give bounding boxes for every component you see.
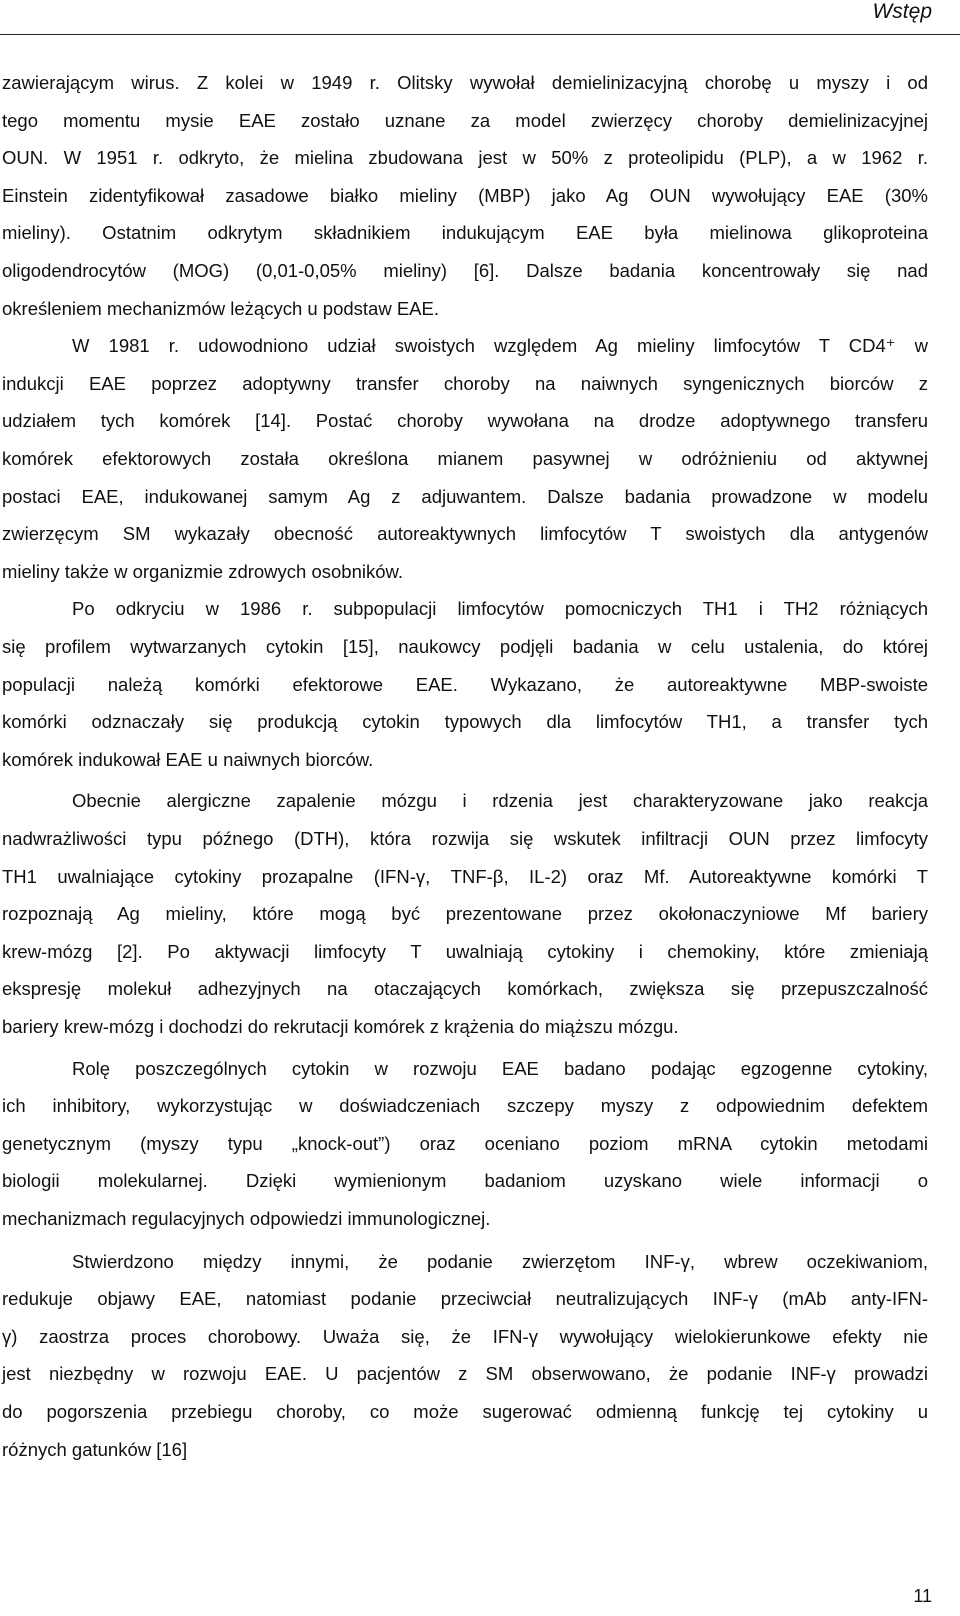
text-line: postaci EAE, indukowanej samym Ag z adjuwantem. Dalsze badania prowadzone w modelu bbox=[2, 485, 928, 507]
text-line: komórki odznaczały się produkcją cytokin typowych dla limfocytów TH1, a transfer tych bbox=[2, 711, 928, 733]
text-line: TH1 uwalniające cytokiny prozapalne (IFN-γ, TNF-β, IL-2) oraz Mf. Autoreaktywne komórki T bbox=[2, 865, 928, 887]
text-line: mieliny). Ostatnim odkrytym składnikiem indukującym EAE była mielinowa glikoproteina bbox=[2, 222, 928, 244]
text-line: komórek indukował EAE u naiwnych biorców. bbox=[2, 748, 374, 770]
text-line: zwierzęcym SM wykazały obecność autoreaktywnych limfocytów T swoistych dla antygenów bbox=[2, 523, 928, 545]
text-line: mieliny także w organizmie zdrowych osobników. bbox=[2, 560, 404, 582]
text-line: bariery krew-mózg i dochodzi do rekrutacji komórek z krążenia do miąższu mózgu. bbox=[2, 1016, 679, 1037]
text-line: oligodendrocytów (MOG) (0,01-0,05% mieliny) [6]. Dalsze badania koncentrowały się nad bbox=[2, 260, 928, 281]
text-line: rozpoznają Ag mieliny, które mogą być prezentowane przez okołonaczyniowe Mf bariery bbox=[2, 903, 928, 925]
text-line: krew-mózg [2]. Po aktywacji limfocyty T uwalniają cytokiny i chemokiny, które zmieniają bbox=[2, 940, 928, 962]
text-line: Stwierdzono między innymi, że podanie zwierzętom INF-γ, wbrew oczekiwaniom, bbox=[72, 1250, 928, 1272]
text-line: biologii molekularnej. Dzięki wymienionym badaniom uzyskano wiele informacji o bbox=[2, 1170, 928, 1192]
text-line: nadwrażliwości typu późnego (DTH), która rozwija się wskutek infiltracji OUN przez limfocyty bbox=[2, 828, 928, 849]
text-line: różnych gatunków [16] bbox=[2, 1438, 188, 1460]
text-line: się profilem wytwarzanych cytokin [15], naukowcy podjęli badania w celu ustalenia, do której bbox=[2, 636, 928, 657]
text-line: jest niezbędny w rozwoju EAE. U pacjentów z SM obserwowano, że podanie INF-γ prowadzi bbox=[2, 1363, 928, 1385]
text-line: indukcji EAE poprzez adoptywny transfer choroby na naiwnych syngenicznych biorców z bbox=[2, 372, 928, 394]
text-line: Einstein zidentyfikował zasadowe białko mieliny (MBP) jako Ag OUN wywołujący EAE (30% bbox=[2, 184, 928, 206]
text-line: udziałem tych komórek [14]. Postać choroby wywołana na drodze adoptywnego transferu bbox=[2, 410, 928, 432]
text-line: ich inhibitory, wykorzystując w doświadczeniach szczepy myszy z odpowiednim defektem bbox=[2, 1095, 928, 1117]
text-line: zawierającym wirus. Z kolei w 1949 r. Olitsky wywołał demielinizacyjną chorobę u myszy i od bbox=[2, 72, 928, 93]
text-line: genetycznym (myszy typu „knock-out”) oraz oceniano poziom mRNA cytokin metodami bbox=[2, 1132, 928, 1154]
text-line: ekspresję molekuł adhezyjnych na otaczających komórkach, zwiększa się przepuszczalność bbox=[2, 978, 928, 1000]
text-line: OUN. W 1951 r. odkryto, że mielina zbudowana jest w 50% z proteolipidu (PLP), a w 1962 r. bbox=[2, 147, 928, 169]
text-line: W 1981 r. udowodniono udział swoistych względem Ag mieliny limfocytów T CD4⁺ w bbox=[72, 335, 928, 357]
text-line: redukuje objawy EAE, natomiast podanie przeciwciał neutralizujących INF-γ (mAb anty-IFN- bbox=[2, 1288, 928, 1310]
text-line: Obecnie alergiczne zapalenie mózgu i rdzenia jest charakteryzowane jako reakcja bbox=[72, 790, 928, 812]
text-line: komórek efektorowych została określona mianem pasywnej w odróżnieniu od aktywnej bbox=[2, 448, 928, 469]
page-number: 11 bbox=[913, 1586, 932, 1606]
text-line: Po odkryciu w 1986 r. subpopulacji limfocytów pomocniczych TH1 i TH2 różniących bbox=[72, 598, 928, 620]
page-header bbox=[0, 0, 960, 35]
text-line: Rolę poszczególnych cytokin w rozwoju EAE badano podając egzogenne cytokiny, bbox=[72, 1057, 928, 1079]
text-line: do pogorszenia przebiegu choroby, co może sugerować odmienną funkcję tej cytokiny u bbox=[2, 1401, 928, 1422]
text-line: określeniem mechanizmów leżących u podstaw EAE. bbox=[2, 297, 439, 319]
text-line: mechanizmach regulacyjnych odpowiedzi immunologicznej. bbox=[2, 1208, 491, 1229]
text-line: populacji należą komórki efektorowe EAE. Wykazano, że autoreaktywne MBP-swoiste bbox=[2, 673, 928, 695]
text-line: γ) zaostrza proces chorobowy. Uważa się, że IFN-γ wywołujący wielokierunkowe efekty nie bbox=[2, 1325, 928, 1347]
section-title: Wstęp bbox=[872, 0, 932, 23]
text-line: tego momentu mysie EAE zostało uznane za model zwierzęcy choroby demielinizacyjnej bbox=[2, 109, 928, 131]
